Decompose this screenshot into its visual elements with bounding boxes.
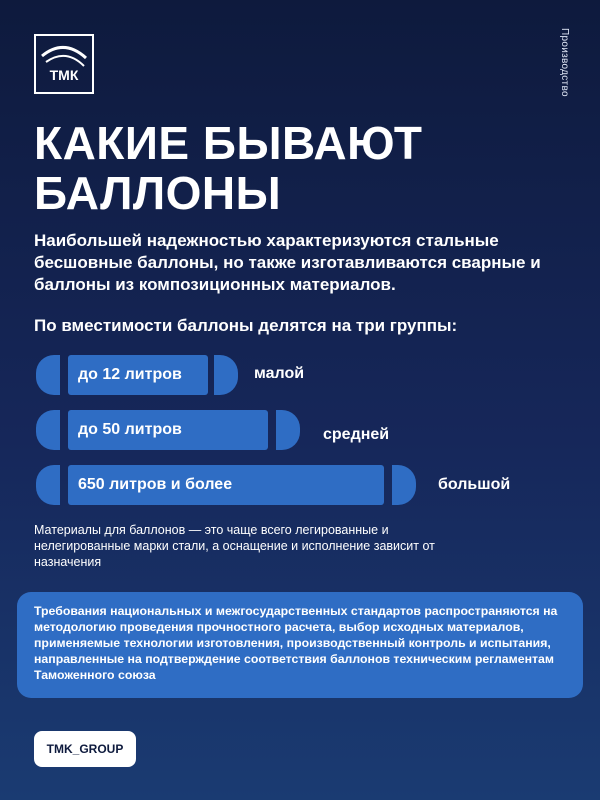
intro-text: Наибольшей надежностью характеризуются стальные бесшовные баллоны, но также изготавливаются сварные и баллоны из композиционных материалов.	[34, 231, 541, 294]
cylinder-volume-label: до 12 литров	[68, 355, 208, 395]
logo-text: ТМК	[49, 67, 79, 83]
standards-note: Требования национальных и межгосударственных стандартов распространяются на методологию проведения прочностного расчета, выбор исходных материалов, применяемые технологии изготовления, производственный контроль и испытания, направленные на подтверждение соответствия баллонов техническим регламентам Таможенного союза	[17, 592, 583, 698]
cylinder-cap-right	[392, 465, 416, 505]
section-label: Производство	[559, 28, 570, 97]
cylinder-cap-left	[36, 410, 60, 450]
cylinder-cap-left	[36, 465, 60, 505]
groups-heading: По вместимости баллоны делятся на три группы:	[34, 316, 458, 335]
group-tag[interactable]: TMK_GROUP	[34, 731, 136, 767]
cylinder-size-label: средней	[323, 426, 390, 443]
cylinder-small	[36, 355, 236, 395]
cylinder-size-label: малой	[254, 365, 305, 382]
tmk-logo	[34, 34, 94, 94]
cylinder-large	[36, 465, 416, 505]
cylinder-medium	[36, 410, 301, 450]
cylinder-size-label: большой	[438, 476, 511, 493]
title-line-1: КАКИЕ БЫВАЮТ	[34, 117, 423, 169]
cylinder-cap-right	[214, 355, 238, 395]
materials-note: Материалы для баллонов — это чаще всего легированные и нелегированные марки стали, а оснащение и исполнение зависит от назначения	[34, 523, 435, 569]
page-title	[34, 118, 423, 218]
cylinder-volume-label: до 50 литров	[68, 410, 268, 450]
logo-arc-icon	[36, 36, 92, 92]
cylinder-cap-left	[36, 355, 60, 395]
cylinder-volume-label: 650 литров и более	[68, 465, 384, 505]
cylinder-cap-right	[276, 410, 300, 450]
title-line-2: БАЛЛОНЫ	[34, 167, 282, 219]
